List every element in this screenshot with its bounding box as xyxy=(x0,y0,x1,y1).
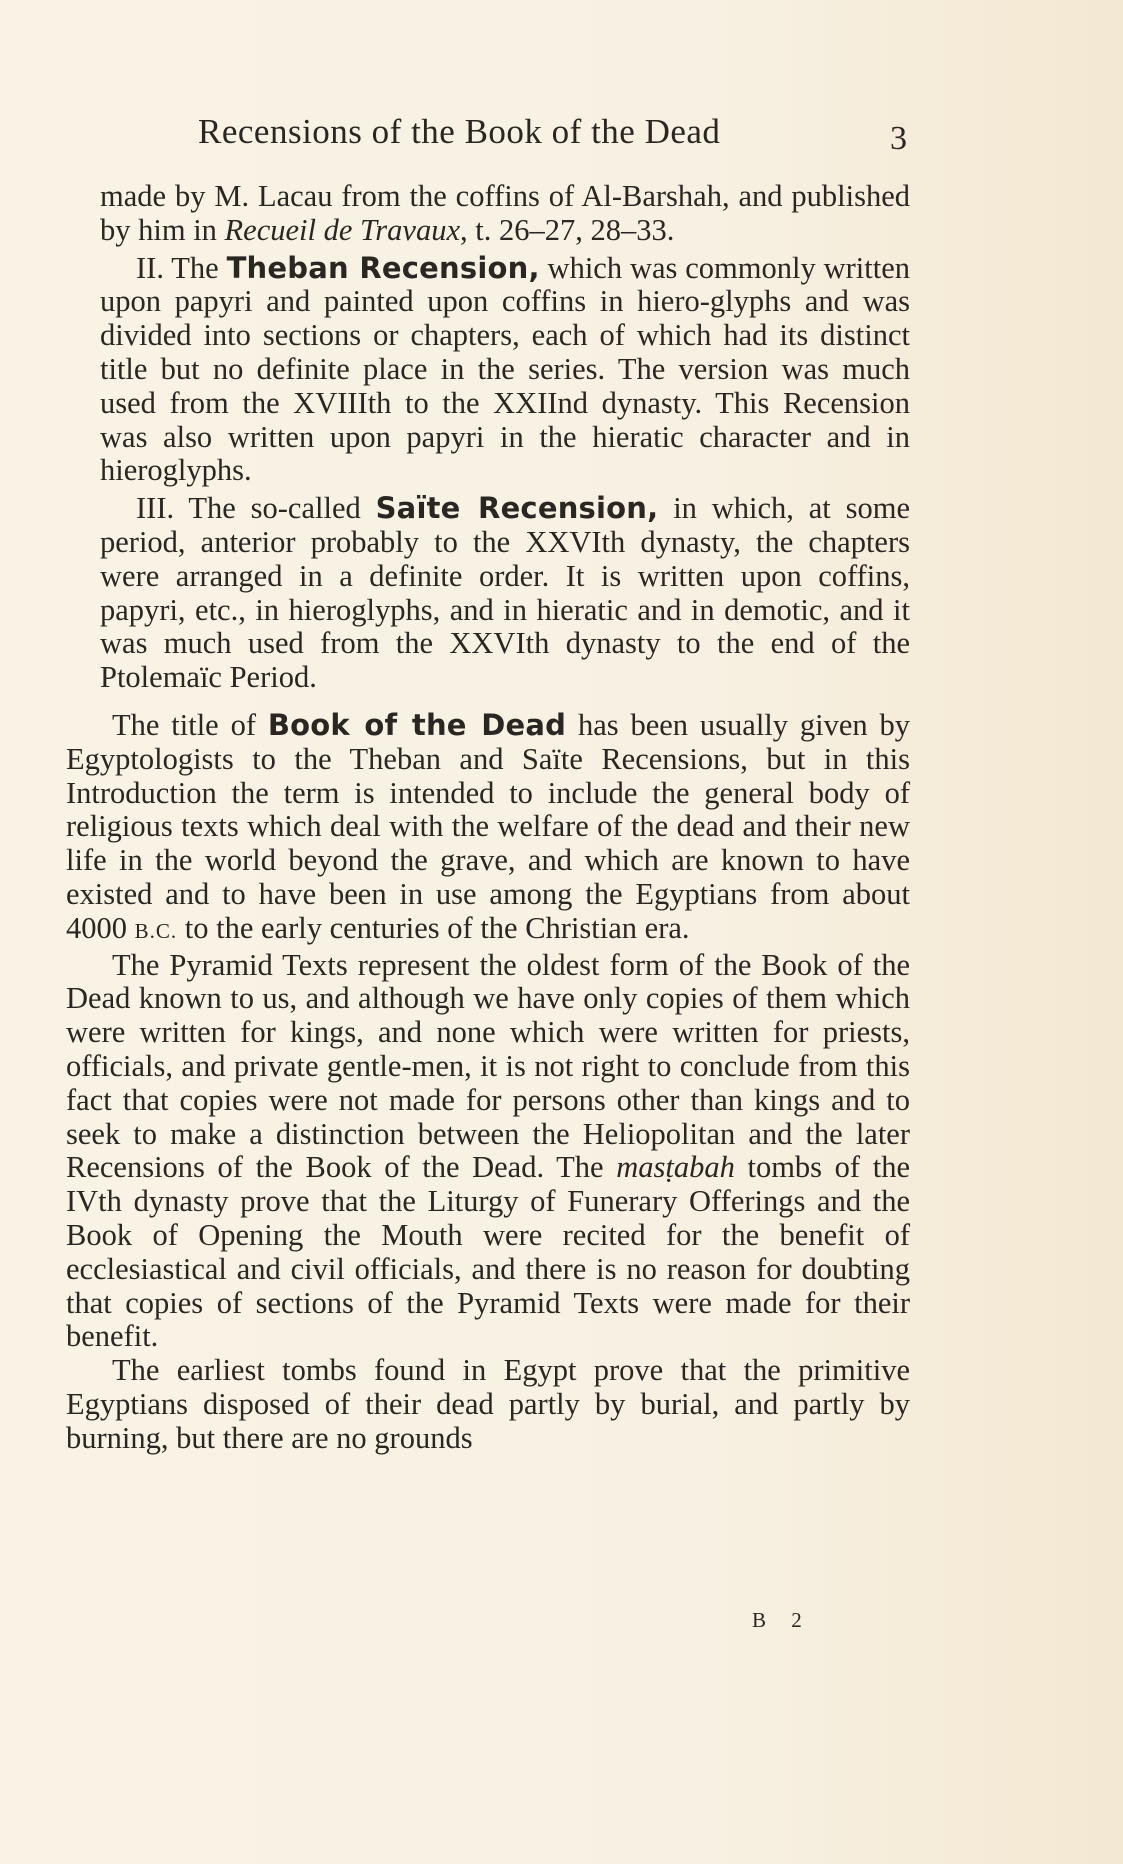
book-of-dead-term: Book of the Dead xyxy=(267,707,567,742)
bc-abbreviation: B.C. xyxy=(134,918,178,943)
theban-recension-heading: Theban Recension, xyxy=(226,250,540,285)
body-text xyxy=(66,709,910,1456)
saite-recension-paragraph: III. The so-called Saïte Recension, in which, at some period, anterior probably to the XXVIth dynasty, the chapters were arranged in a definite order. It is written upon coffins, papyri, etc., in hieroglyphs, and in hieratic and in demotic, and it was much used from the XXVIth dynasty to the end of the Ptolemaïc Period. xyxy=(100,491,911,695)
saite-recension-heading: Saïte Recension, xyxy=(375,491,659,526)
page-text xyxy=(66,180,910,1455)
book-of-dead-paragraph: The title of Book of the Dead has been usually given by Egyptologists to the Theban and Saïte Recensions, but in this Introduction the term is intended to include the general body of religious texts which deal with the welfare of the dead and their new life in the world beyond the grave, and which are known to have existed and to have been in use among the Egyptians from about 4000 B.C. to the early centuries of the Christian era. xyxy=(66,707,911,945)
theban-recension-paragraph: II. The Theban Recension, which was commonly written upon papyri and painted upon coffins in hiero-glyphs and was divided into sections or chapters, each of which had its distinct title but no definite place in the series. The version was much used from the XVIIIth to the XXIInd dynasty. This Recension was also written upon papyri in the hieratic character and in hieroglyphs. xyxy=(100,250,910,488)
recensions-list xyxy=(66,180,910,695)
paragraph-continuation: made by M. Lacau from the coffins of Al-Barshah, and published by him in Recueil de Travaux, t. 26–27, 28–33. xyxy=(100,179,910,247)
page-number: 3 xyxy=(890,120,907,157)
journal-title: Recueil de Travaux xyxy=(224,212,460,247)
running-title: Recensions of the Book of the Dead xyxy=(198,112,721,151)
earliest-tombs-paragraph: The earliest tombs found in Egypt prove that the primitive Egyptians disposed of their dead partly by burial, and partly by burning, but there are no grounds xyxy=(66,1353,910,1455)
signature-mark: B 2 xyxy=(752,1608,812,1632)
pyramid-texts-paragraph: The Pyramid Texts represent the oldest form of the Book of the Dead known to us, and although we have only copies of them which were written for kings, and none which were written for priests, officials, and private gentle-men, it is not right to conclude from this fact that copies were not made for persons other than kings and to seek to make a distinction between the Heliopolitan and the later Recensions of the Book of the Dead. The masṭabah tombs of the IVth dynasty prove that the Liturgy of Funerary Offerings and the Book of Opening the Mouth were recited for the benefit of ecclesiastical and civil officials, and there is no reason for doubting that copies of sections of the Pyramid Texts were made for their benefit. xyxy=(66,947,910,1354)
mastabah-term: masṭabah xyxy=(616,1150,735,1185)
